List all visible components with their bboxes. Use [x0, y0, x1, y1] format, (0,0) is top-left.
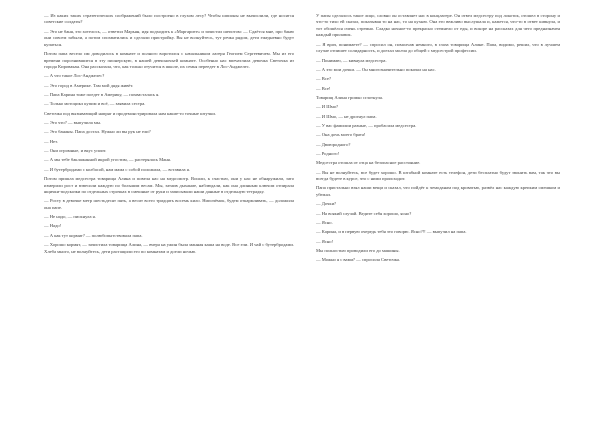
- paragraph: — Папа Карина тоже поедет в Америку, — похвасталась я.: [44, 91, 160, 97]
- paragraph: — Можно я с вами? — спросила Светочка.: [316, 257, 401, 263]
- paragraph: — На всякий случай. Ведите себя хорошо, ясно?: [316, 210, 412, 216]
- paragraph: Светочка под вызывающий напряг и продемонстрировала нам какие-то точные штучки.: [44, 110, 216, 116]
- paragraph: — Это бананы. Папа достал. Нужно ли вы рук не ели?: [44, 129, 151, 135]
- paragraph: — Она дочь моего брата!: [316, 132, 366, 138]
- paragraph: — Они огромные, и вкус упоит.: [44, 148, 107, 154]
- paragraph: — Надо!: [44, 223, 62, 229]
- paragraph: — Родного!: [316, 150, 340, 156]
- paragraph: — Вы не волнуйтесь, все будет хорошо. В штабной комнате есть телефон, дети бесплатно будут звонить вам, так что вы всегда будете в курсе, что с ними происходит.: [316, 169, 560, 182]
- paragraph: Потом пришла медсестра товарища Алина и повела нас на медосмотр. Вошли, к счастью, они у нас не обнаружили, зато измерили рост и взвесили каждую по большим весам. Мы, затаив дыхание, наблюдали, как она длинным ключом отпирала ящички-подсказки по отдельных строчках в смешные от руки и записывали наши данные в отдельную тетрадку.: [44, 176, 294, 194]
- paragraph: Мы полностью проводили его до машины.: [316, 247, 400, 253]
- paragraph: — И Шмо, — не дрогнул папа.: [316, 113, 377, 119]
- paragraph: — У вас фамилии разные, — пробасила медсестра.: [316, 122, 417, 128]
- paragraph: — Понимаю, — кивнула медсестра.: [316, 57, 387, 63]
- paragraph: — А мы тебе баклажанной икрой угостим, — растерялась Маня.: [44, 157, 171, 163]
- paragraph: Папа пристально взял наши вещи и сказал, что пойдёт к чемоданам под кроватью, развёл нас каждую крепким смешком и убежал.: [316, 185, 560, 197]
- left-page: [44, 13, 294, 258]
- paragraph: — Это город в Америке. Там мой дядя живёт.: [44, 82, 134, 88]
- paragraph: — Это не баня, это хотелось, — ответил Марьян, идя подходить к «Маргарите» и зачистил шепотом: — Сдаётся мне, про баню они совсем забыли, а потом спохватились и сделали пристройку. Вы не волнуйтесь, тут речка рядом, дети ежедневно будут купаться.: [44, 28, 294, 47]
- paragraph: — А как тут кормят? — полюбопытствовала папа.: [44, 232, 143, 238]
- paragraph: — А это мои дочки. — Он многозначительно покачал на нас.: [316, 66, 436, 72]
- paragraph: — Хорошо кормят, — зачистила товарища Алина, — вчера на ужин была манная каша на воде. Все ели. И чай с бутербродами. Хлеба много, не волнуйтесь, дети растащили его по комнатам и доели ночью.: [44, 242, 294, 254]
- paragraph: — И Шмо?: [316, 104, 339, 110]
- paragraph: — Это что? — выпучила мы.: [44, 120, 102, 126]
- paragraph: — Ясно.: [316, 219, 333, 225]
- paragraph: — Карина, и в первую очередь тебя это говорю. Ясно?!! — выпучил на папа.: [316, 229, 467, 235]
- right-page: [316, 13, 560, 267]
- paragraph: Потом папа весело им доводилось в комнате и полного воротился с начальником лагеря Геогием Сергеевичем. Мы из его времени порознившиеся в эту пионерскую, в нашей девчоночьей комнате. Особенно нас впечатлила девочка Светочка из города Кировакан. Она рассказала, что, как только отучится в школе, их семья переедет в Лос-Анджелес.: [44, 51, 294, 69]
- paragraph: — Дочки?: [316, 201, 337, 207]
- paragraph: — Ясно!: [316, 238, 334, 244]
- paragraph: — Все?: [316, 76, 331, 82]
- paragraph: — Из каких таких стратегических соображений было построено в глухом лесу? Чтобы шпионы не вычислили, где носятся советские солдаты?: [44, 13, 294, 25]
- paragraph: — Все!: [316, 85, 331, 91]
- paragraph: — Не надо, — пискнула я.: [44, 214, 96, 220]
- paragraph: — Нет.: [44, 138, 58, 144]
- paragraph: — Только мотоцикл купим и всё, — заявила сестра.: [44, 101, 146, 107]
- paragraph: — Двоюродного?: [316, 141, 351, 147]
- paragraph: — И бутербродами с колбасой, нам мама с собой положила, — вставила я.: [44, 166, 190, 172]
- paragraph: — Росту в девочке метр шестьдесят пять, а весит всего тридцать восемь кило. Нипочёмок, будем откармливать, — доложила она папе.: [44, 198, 294, 210]
- paragraph: Товарищ Алина громко сглотнула.: [316, 94, 384, 100]
- paragraph: — Я врач, понимаете? — спросил он, помолчав немного, в глаза товарища Алине. Папа, видимо, решил, что в лучшем случае отпишет солидарность, и доехал молча до общей с медсестрой профессии.: [316, 41, 560, 54]
- paragraph: — А что такое Лос-Анджелес?: [44, 73, 105, 79]
- paragraph: У папы сделалось такое лицо, словно он оставляет нас в концлагере. Он отвел медсестру под локоток, отошел в сторону и что-то тихо ей сказал, показывая то на нас, то на кухню. Она его вежливо выслушала и, кажется, что-то в ответ кивнула, и тот обошёлся очень стремно. Сладко ночное-то прекрасно стемнело от еды, и вскоре на рассказах для чего предназначен каждый прилавок.: [316, 13, 560, 38]
- paragraph: Медсестра отошла от отца на безопасное расстояние.: [316, 160, 421, 166]
